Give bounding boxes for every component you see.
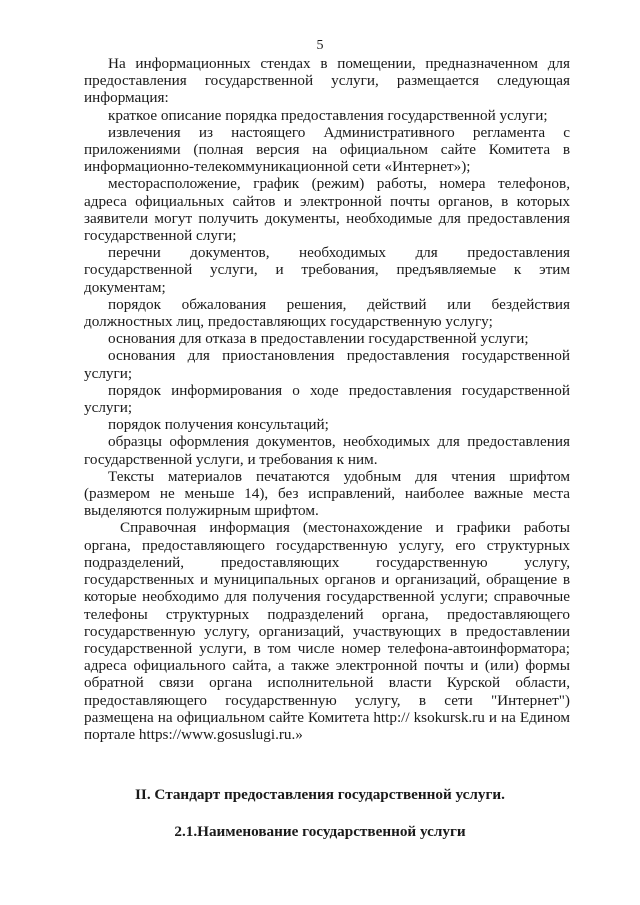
paragraph-appeal-procedure: порядок обжалования решения, действий или бездействия должностных лиц, предоставляющих государственную услугу;: [84, 295, 570, 331]
paragraph-stands-intro: На информационных стендах в помещении, предназначенном для предоставления государственной услуги, размещается следующая информация:: [84, 55, 570, 107]
paragraph-regulation-extracts: извлечения из настоящего Административного регламента с приложениями (полная версия на официальном сайте Комитета в информационно-телекоммуникационной сети «Интернет»);: [84, 123, 570, 176]
paragraph-progress-info: порядок информирования о ходе предоставления государственной услуги;: [84, 381, 570, 417]
page-number: 5: [316, 38, 324, 53]
paragraph-short-description: краткое описание порядка предоставления государственной услуги;: [108, 106, 548, 124]
document-body: [84, 55, 570, 743]
section-heading: II. Стандарт предоставления государственной услуги.: [135, 786, 505, 803]
paragraph-consultations: порядок получения консультаций;: [108, 416, 329, 434]
paragraph-location-schedule: месторасположение, график (режим) работы, номера телефонов, адреса официальных сайтов и электронной почты органов, в которых заявители могут получить документы, необходимые для предоставления государственной слуги;: [84, 175, 570, 245]
paragraph-document-samples: образцы оформления документов, необходимых для предоставления государственной услуги, и требования к ним.: [84, 433, 570, 468]
paragraph-suspension-grounds: основания для приостановления предоставления государственной услуги;: [84, 347, 570, 382]
paragraph-text-materials: Тексты материалов печатаются удобным для чтения шрифтом (размером не меньше 14), без исправлений, наиболее важные места выделяются полужирным шрифтом.: [84, 467, 570, 520]
paragraph-refusal-grounds: основания для отказа в предоставлении государственной услуги;: [108, 330, 529, 348]
subsection-heading: 2.1.Наименование государственной услуги: [174, 823, 466, 840]
paragraph-reference-info: Справочная информация (местонахождение и графики работы органа, предоставляющего государственную услугу, его структурных подразделений, предоставляющих государственную услугу, государственных и муниципальных органов и организаций, обращение в которые необходимо для получения государственной услуги; справочные телефоны структурных подразделений органа, предоставляющего государственную услугу, организаций, участвующих в предоставлении государственной услуги, в том числе номер телефона-автоинформатора; адреса официального сайта, а также электронной почты и (или) формы обратной связи органа исполнительной власти Курской области, предоставляющего государственную услугу, в сети "Интернет") размещена на официальном сайте Комитета http:// ksokursk.ru и на Едином портале https://www.gosuslugi.ru.»: [84, 519, 570, 743]
paragraph-document-lists: перечни документов, необходимых для предоставления государственной услуги, и требования, предъявляемые к этим документам;: [84, 244, 570, 296]
